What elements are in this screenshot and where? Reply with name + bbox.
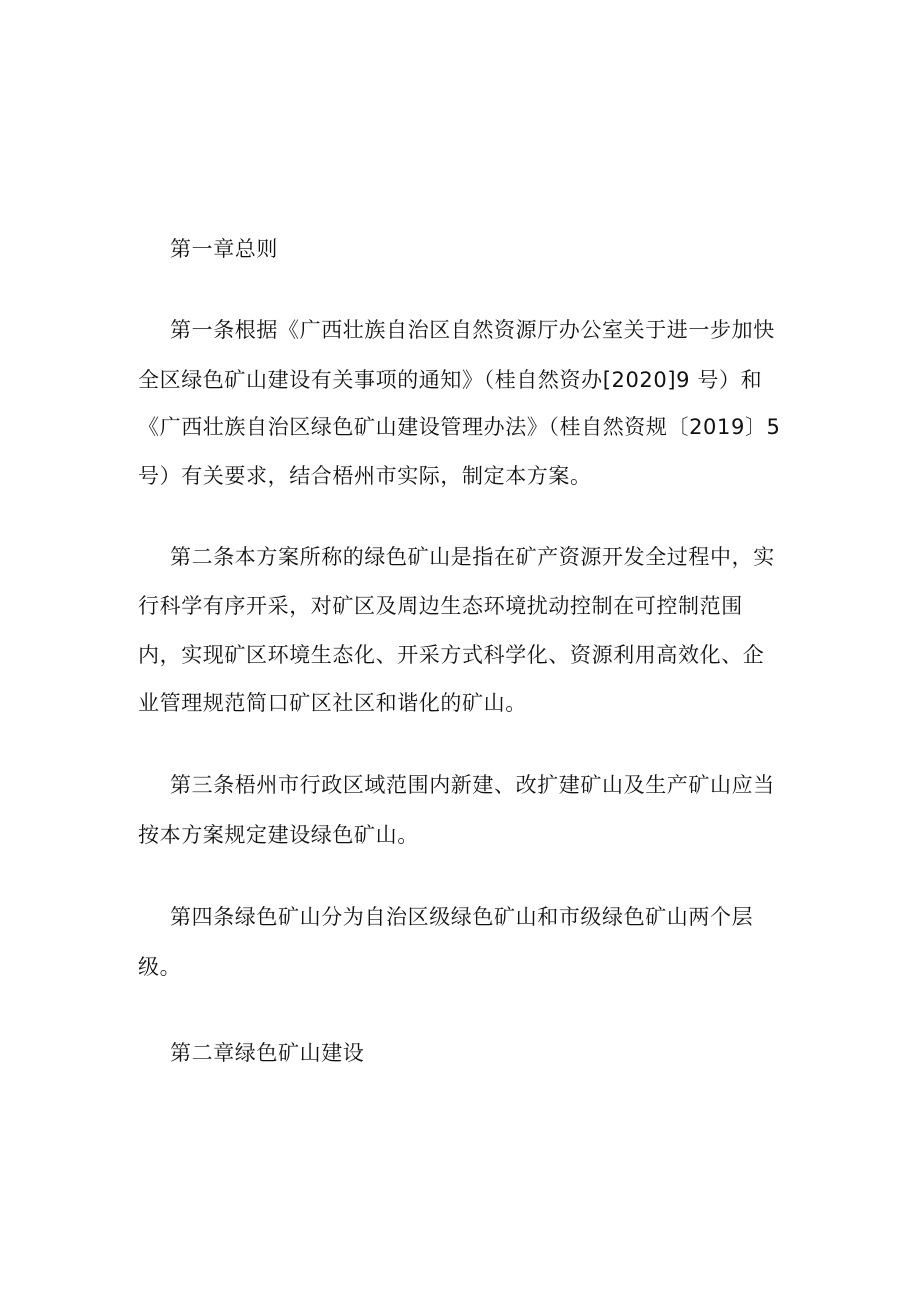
- article-3-line-2: 按本方案规定建设绿色矿山。: [138, 823, 419, 847]
- article-4-line-1: 第四条绿色矿山分为自治区级绿色矿山和市级绿色矿山两个层: [170, 905, 754, 929]
- article-2-line-3: 内，实现矿区环境生态化、开采方式科学化、资源利用高效化、企: [138, 643, 765, 667]
- article-1-line-3: 《广西壮族自治区绿色矿山建设管理办法》（桂自然资规〔2019〕5: [138, 415, 781, 439]
- article-2-line-4: 业管理规范简口矿区社区和谐化的矿山。: [138, 691, 527, 715]
- chapter-1-heading: 第一章总则: [170, 237, 278, 261]
- article-4-line-2: 级。: [138, 955, 182, 979]
- article-1-line-4: 号）有关要求，结合梧州市实际，制定本方案。: [138, 464, 592, 488]
- article-2-line-2: 行科学有序开采，对矿区及周边生态环境扰动控制在可控制范围: [138, 594, 743, 618]
- article-3-line-1: 第三条梧州市行政区域范围内新建、改扩建矿山及生产矿山应当: [170, 773, 775, 797]
- article-1-line-2: 全区绿色矿山建设有关事项的通知》（桂自然资办[2020]9 号）和: [138, 368, 763, 392]
- article-2-line-1: 第二条本方案所称的绿色矿山是指在矿产资源开发全过程中，实: [170, 545, 775, 569]
- chapter-2-heading: 第二章绿色矿山建设: [170, 1041, 365, 1065]
- article-1-line-1: 第一条根据《广西壮族自治区自然资源厅办公室关于进一步加快: [170, 318, 775, 342]
